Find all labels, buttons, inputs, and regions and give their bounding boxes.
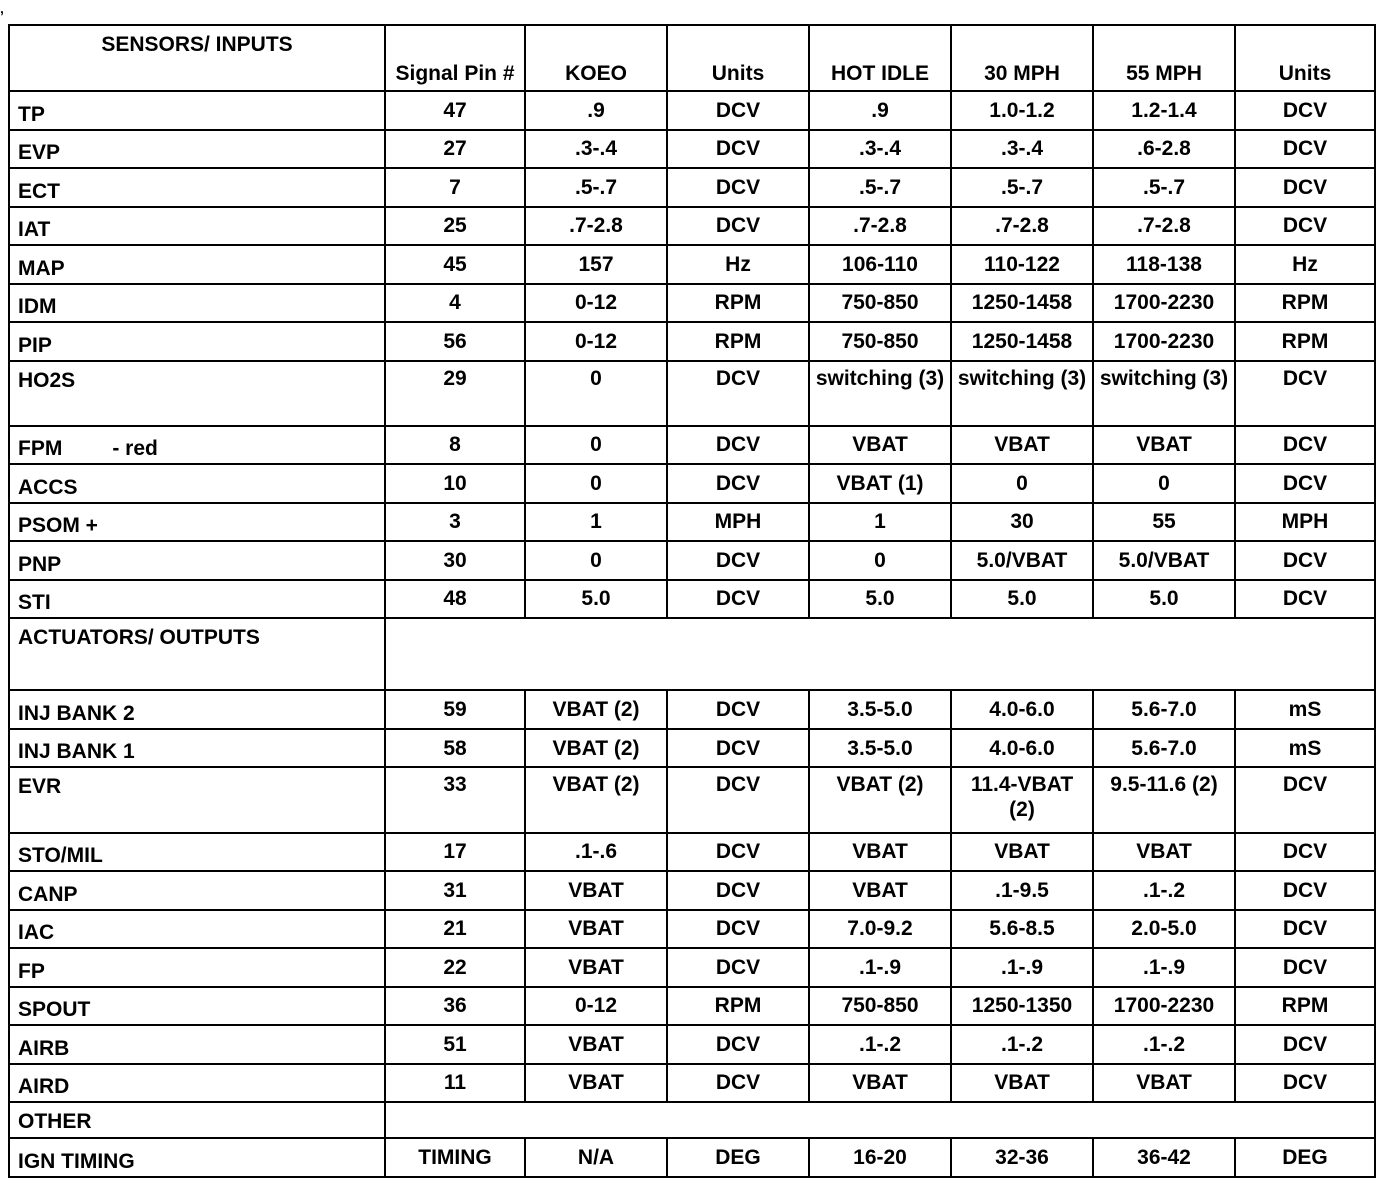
table-row	[9, 91, 1375, 130]
table-cell: 1.2-1.4	[1093, 91, 1235, 130]
table-cell: DCV	[667, 833, 809, 872]
table-row	[9, 987, 1375, 1026]
table-cell: VBAT (1)	[809, 464, 951, 503]
table-cell: Hz	[1235, 245, 1375, 284]
table-cell: DCV	[1235, 1025, 1375, 1064]
table-cell: 31	[385, 871, 525, 910]
row-name-cell	[9, 464, 385, 503]
table-cell: VBAT	[951, 1064, 1093, 1103]
table-cell: DCV	[667, 168, 809, 207]
table-row	[9, 580, 1375, 619]
table-cell: DCV	[667, 464, 809, 503]
table-cell: 0	[1093, 464, 1235, 503]
table-cell: Hz	[667, 245, 809, 284]
table-cell: DCV	[1235, 580, 1375, 619]
row-name-cell	[9, 284, 385, 323]
section-blank	[385, 1102, 1375, 1138]
row-name-cell	[9, 503, 385, 542]
table-cell: 1700-2230	[1093, 322, 1235, 361]
table-cell: 750-850	[809, 987, 951, 1026]
table-cell: DEG	[1235, 1138, 1375, 1177]
table-cell: 30	[951, 503, 1093, 542]
table-cell: 3.5-5.0	[809, 729, 951, 768]
table-cell: 11	[385, 1064, 525, 1103]
table-cell: 0-12	[525, 322, 667, 361]
header-55-mph: 55 MPH	[1093, 25, 1235, 91]
row-name: IAC	[18, 921, 55, 945]
row-name-cell	[9, 426, 385, 465]
table-cell: .1-.2	[1093, 1025, 1235, 1064]
table-cell: DCV	[667, 1064, 809, 1103]
table-cell: 1.0-1.2	[951, 91, 1093, 130]
table-cell: 118-138	[1093, 245, 1235, 284]
table-cell: DCV	[667, 541, 809, 580]
table-cell: DCV	[1235, 130, 1375, 169]
table-cell: DCV	[1235, 361, 1375, 426]
table-cell: .1-.2	[951, 1025, 1093, 1064]
row-note: - red	[112, 437, 158, 461]
row-name: PIP	[18, 333, 52, 357]
table-cell: DCV	[667, 1025, 809, 1064]
row-name: FPM	[18, 437, 63, 461]
table-cell: RPM	[1235, 322, 1375, 361]
table-cell: 36	[385, 987, 525, 1026]
table-cell: DCV	[1235, 833, 1375, 872]
row-name-cell	[9, 1064, 385, 1103]
table-cell: MPH	[667, 503, 809, 542]
table-cell: 1	[809, 503, 951, 542]
row-name: ACCS	[18, 475, 78, 499]
table-cell: DCV	[667, 690, 809, 729]
table-cell: .1-.2	[1093, 871, 1235, 910]
table-cell: 22	[385, 948, 525, 987]
table-cell: RPM	[667, 322, 809, 361]
row-name: STO/MIL	[18, 844, 103, 868]
table-cell: DCV	[1235, 207, 1375, 246]
table-cell: RPM	[1235, 987, 1375, 1026]
table-cell: .6-2.8	[1093, 130, 1235, 169]
table-cell: switching (3)	[951, 361, 1093, 426]
table-cell: DCV	[1235, 948, 1375, 987]
table-cell: 0	[525, 361, 667, 426]
row-name-cell	[9, 1138, 385, 1177]
table-cell: .7-2.8	[951, 207, 1093, 246]
row-name: AIRB	[18, 1036, 70, 1060]
table-cell: 1250-1458	[951, 284, 1093, 323]
table-cell: VBAT	[525, 1064, 667, 1103]
table-row	[9, 833, 1375, 872]
table-cell: VBAT (2)	[525, 729, 667, 768]
row-name: EVP	[18, 141, 61, 164]
table-cell: 5.6-7.0	[1093, 729, 1235, 768]
table-cell: .1-.6	[525, 833, 667, 872]
table-cell: 5.6-7.0	[1093, 690, 1235, 729]
table-row	[9, 871, 1375, 910]
table-cell: VBAT	[1093, 426, 1235, 465]
table-cell: DCV	[667, 767, 809, 832]
table-cell: 750-850	[809, 284, 951, 323]
table-cell: .9	[809, 91, 951, 130]
table-cell: DCV	[1235, 426, 1375, 465]
row-name-cell	[9, 833, 385, 872]
row-name: IDM	[18, 295, 57, 318]
table-cell: DCV	[667, 91, 809, 130]
table-cell: 1700-2230	[1093, 284, 1235, 323]
table-cell: 110-122	[951, 245, 1093, 284]
table-cell: 7	[385, 168, 525, 207]
row-name-cell	[9, 910, 385, 949]
row-name: MAP	[18, 256, 65, 280]
header-sensors-inputs: SENSORS/ INPUTS	[9, 25, 385, 91]
table-cell: 0	[951, 464, 1093, 503]
table-cell: VBAT	[1093, 1064, 1235, 1103]
header-units-2: Units	[1235, 25, 1375, 91]
table-cell: .3-.4	[525, 130, 667, 169]
table-cell: 33	[385, 767, 525, 832]
table-cell: VBAT	[809, 833, 951, 872]
table-cell: .7-2.8	[1093, 207, 1235, 246]
table-cell: 25	[385, 207, 525, 246]
table-row	[9, 426, 1375, 465]
table-cell: .9	[525, 91, 667, 130]
table-cell: 0	[809, 541, 951, 580]
table-cell: switching (3)	[809, 361, 951, 426]
table-cell: 59	[385, 690, 525, 729]
table-cell: 5.0/VBAT	[951, 541, 1093, 580]
table-cell: 36-42	[1093, 1138, 1235, 1177]
table-cell: DEG	[667, 1138, 809, 1177]
table-cell: RPM	[667, 284, 809, 323]
corner-mark: ‚	[0, 0, 4, 16]
table-row	[9, 207, 1375, 246]
header-signal-pin: Signal Pin #	[385, 25, 525, 91]
table-cell: 9.5-11.6 (2)	[1093, 767, 1235, 832]
table-cell: 5.0	[525, 580, 667, 619]
row-name: INJ BANK 1	[18, 740, 135, 764]
table-cell: 1700-2230	[1093, 987, 1235, 1026]
table-row	[9, 1138, 1375, 1177]
table-cell: 5.0/VBAT	[1093, 541, 1235, 580]
table-cell: 2.0-5.0	[1093, 910, 1235, 949]
row-name-cell	[9, 130, 385, 169]
table-cell: DCV	[667, 130, 809, 169]
header-30-mph: 30 MPH	[951, 25, 1093, 91]
table-cell: .1-.9	[1093, 948, 1235, 987]
table-cell: .5-.7	[525, 168, 667, 207]
table-cell: DCV	[667, 948, 809, 987]
table-row	[9, 541, 1375, 580]
table-cell: mS	[1235, 690, 1375, 729]
table-cell: 30	[385, 541, 525, 580]
table-cell: DCV	[1235, 871, 1375, 910]
row-name: PSOM +	[18, 514, 98, 538]
row-name: ECT	[18, 179, 60, 203]
row-name-cell	[9, 767, 385, 832]
section-row	[9, 618, 1375, 690]
header-hot-idle: HOT IDLE	[809, 25, 951, 91]
table-cell: 1250-1458	[951, 322, 1093, 361]
table-cell: 5.0	[809, 580, 951, 619]
table-row	[9, 1025, 1375, 1064]
row-name: IGN TIMING	[18, 1150, 135, 1173]
table-cell: 56	[385, 322, 525, 361]
table-row	[9, 729, 1375, 768]
table-row	[9, 1064, 1375, 1103]
table-cell: 11.4-VBAT (2)	[951, 767, 1093, 832]
row-name: PNP	[18, 552, 62, 576]
table-cell: 58	[385, 729, 525, 768]
row-name: EVR	[18, 775, 62, 799]
header-units: Units	[667, 25, 809, 91]
table-row	[9, 948, 1375, 987]
table-cell: RPM	[667, 987, 809, 1026]
table-cell: DCV	[667, 580, 809, 619]
table-cell: .5-.7	[809, 168, 951, 207]
table-row	[9, 284, 1375, 323]
table-cell: 5.6-8.5	[951, 910, 1093, 949]
row-name: SPOUT	[18, 998, 91, 1022]
table-cell: VBAT	[1093, 833, 1235, 872]
table-cell: RPM	[1235, 284, 1375, 323]
table-cell: 4.0-6.0	[951, 729, 1093, 768]
table-cell: .5-.7	[1093, 168, 1235, 207]
row-name: CANP	[18, 882, 78, 906]
table-cell: 51	[385, 1025, 525, 1064]
table-cell: MPH	[1235, 503, 1375, 542]
table-cell: VBAT	[525, 1025, 667, 1064]
table-cell: 55	[1093, 503, 1235, 542]
table-cell: 4.0-6.0	[951, 690, 1093, 729]
table-cell: DCV	[1235, 541, 1375, 580]
sensor-spec-table	[8, 24, 1376, 1178]
section-blank	[385, 618, 1375, 690]
table-cell: VBAT	[809, 426, 951, 465]
table-cell: 0	[525, 464, 667, 503]
table-cell: 0	[525, 541, 667, 580]
row-name-cell	[9, 690, 385, 729]
table-row	[9, 130, 1375, 169]
table-cell: 16-20	[809, 1138, 951, 1177]
table-cell: 45	[385, 245, 525, 284]
row-name-cell	[9, 361, 385, 426]
row-name-cell	[9, 580, 385, 619]
table-cell: VBAT (2)	[809, 767, 951, 832]
table-cell: DCV	[1235, 464, 1375, 503]
table-cell: .5-.7	[951, 168, 1093, 207]
row-name-cell	[9, 1025, 385, 1064]
row-name-cell	[9, 91, 385, 130]
table-cell: VBAT	[809, 871, 951, 910]
table-cell: 1250-1350	[951, 987, 1093, 1026]
table-cell: .1-9.5	[951, 871, 1093, 910]
row-name-cell	[9, 948, 385, 987]
header-koeo: KOEO	[525, 25, 667, 91]
row-name: IAT	[18, 218, 51, 241]
row-name: STI	[18, 591, 51, 615]
table-cell: VBAT	[951, 426, 1093, 465]
table-cell: .1-.9	[809, 948, 951, 987]
row-name-cell	[9, 207, 385, 246]
table-cell: TIMING	[385, 1138, 525, 1177]
table-cell: VBAT	[525, 910, 667, 949]
table-cell: 21	[385, 910, 525, 949]
table-cell: 1	[525, 503, 667, 542]
table-cell: DCV	[1235, 168, 1375, 207]
table-cell: 157	[525, 245, 667, 284]
table-cell: VBAT	[951, 833, 1093, 872]
row-name-cell	[9, 245, 385, 284]
row-name-cell	[9, 987, 385, 1026]
table-row	[9, 245, 1375, 284]
table-cell: 27	[385, 130, 525, 169]
table-cell: .3-.4	[809, 130, 951, 169]
table-row	[9, 910, 1375, 949]
table-cell: 48	[385, 580, 525, 619]
table-cell: DCV	[1235, 91, 1375, 130]
table-cell: .3-.4	[951, 130, 1093, 169]
table-cell: 0-12	[525, 284, 667, 323]
table-cell: VBAT (2)	[525, 767, 667, 832]
table-cell: 3	[385, 503, 525, 542]
table-cell: 10	[385, 464, 525, 503]
table-cell: .7-2.8	[525, 207, 667, 246]
row-name-cell	[9, 729, 385, 768]
row-name-cell	[9, 322, 385, 361]
table-row	[9, 464, 1375, 503]
row-name: HO2S	[18, 368, 76, 392]
table-cell: 4	[385, 284, 525, 323]
row-name: INJ BANK 2	[18, 701, 135, 725]
table-row	[9, 322, 1375, 361]
row-name-cell	[9, 541, 385, 580]
table-cell: 3.5-5.0	[809, 690, 951, 729]
table-cell: .7-2.8	[809, 207, 951, 246]
table-cell: DCV	[1235, 910, 1375, 949]
table-cell: DCV	[667, 729, 809, 768]
table-cell: 8	[385, 426, 525, 465]
header-row	[9, 25, 1375, 91]
table-cell: 29	[385, 361, 525, 426]
table-row	[9, 767, 1375, 832]
table-cell: 7.0-9.2	[809, 910, 951, 949]
row-name: TP	[18, 102, 45, 126]
table-cell: VBAT	[809, 1064, 951, 1103]
table-cell: 0-12	[525, 987, 667, 1026]
row-name: FP	[18, 959, 45, 983]
table-cell: 47	[385, 91, 525, 130]
section-title: OTHER	[9, 1102, 385, 1138]
table-cell: 32-36	[951, 1138, 1093, 1177]
table-row	[9, 503, 1375, 542]
section-title: ACTUATORS/ OUTPUTS	[9, 618, 385, 690]
row-name: AIRD	[18, 1075, 70, 1099]
table-cell: .1-.9	[951, 948, 1093, 987]
table-cell: DCV	[1235, 767, 1375, 832]
table-cell: 5.0	[1093, 580, 1235, 619]
section-row	[9, 1102, 1375, 1138]
table-cell: DCV	[667, 426, 809, 465]
table-cell: DCV	[667, 361, 809, 426]
table-cell: VBAT (2)	[525, 690, 667, 729]
table-cell: VBAT	[525, 871, 667, 910]
table-row	[9, 690, 1375, 729]
table-cell: DCV	[1235, 1064, 1375, 1103]
table-cell: VBAT	[525, 948, 667, 987]
row-name-cell	[9, 168, 385, 207]
table-cell: N/A	[525, 1138, 667, 1177]
row-name-cell	[9, 871, 385, 910]
table-cell: .1-.2	[809, 1025, 951, 1064]
table-cell: 5.0	[951, 580, 1093, 619]
table-cell: 0	[525, 426, 667, 465]
table-cell: DCV	[667, 910, 809, 949]
table-cell: DCV	[667, 871, 809, 910]
table-cell: mS	[1235, 729, 1375, 768]
table-cell: DCV	[667, 207, 809, 246]
table-cell: 750-850	[809, 322, 951, 361]
table-cell: 17	[385, 833, 525, 872]
table-row	[9, 168, 1375, 207]
table-row	[9, 361, 1375, 426]
table-cell: 106-110	[809, 245, 951, 284]
table-cell: switching (3)	[1093, 361, 1235, 426]
